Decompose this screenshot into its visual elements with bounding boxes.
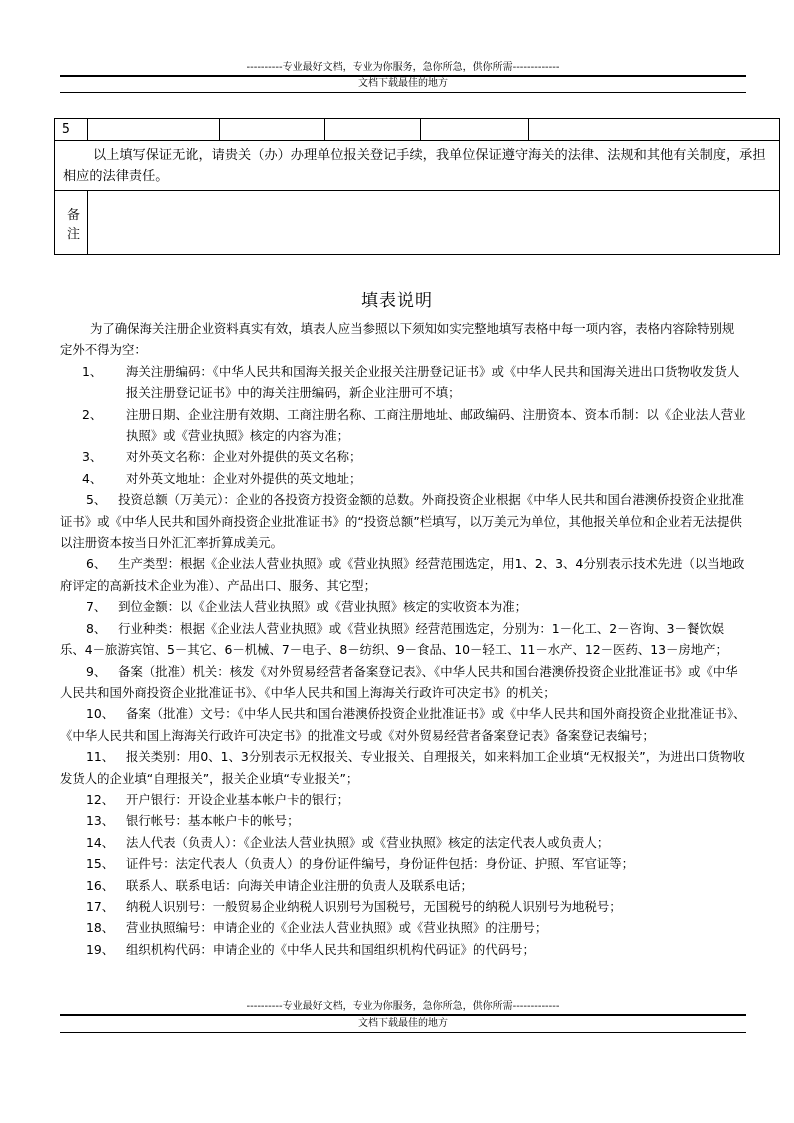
row-number: 5 — [55, 119, 88, 141]
item-text: 备案（批准）机关：核发《对外贸易经营者备案登记表》、《中华人民共和国台港澳侨投资企业批准证书》或《中华人民共和国外商投资企业批准证书》、《中华人民共和国上海海关行政许可决定书》的机关； — [60, 663, 738, 700]
item-text: 组织机构代码：申请企业的《中华人民共和国组织机构代码证》的代码号； — [126, 941, 535, 957]
list-item — [60, 875, 746, 896]
table-cell[interactable] — [88, 119, 220, 141]
guarantee-statement — [55, 141, 780, 191]
instructions-title: 填表说明 — [361, 291, 433, 311]
item-number: 5、 — [86, 492, 107, 508]
item-number: 16、 — [86, 877, 115, 893]
list-item — [60, 853, 746, 874]
item-number: 2、 — [82, 406, 103, 422]
item-text: 海关注册编码：《中华人民共和国海关报关企业报关注册登记证书》或《中华人民共和国海关进出口货物收发货人报关注册登记证书》中的海关注册编码，新企业注册可不填； — [126, 363, 740, 401]
item-number: 8、 — [86, 620, 107, 636]
footer-rule-thick — [60, 1014, 746, 1016]
item-text: 投资总额（万美元）：企业的各投资方投资金额的总数。外商投资企业根据《中华人民共和国台港澳侨投资企业批准证书》或《中华人民共和国外商投资企业批准证书》的“投资总额”栏填写，以万美元为单位，其他报关单位和企业若无法提供以注册资本按当日外汇汇率折算成美元。 — [60, 492, 744, 551]
item-text: 纳税人识别号：一般贸易企业纳税人识别号为国税号，无国税号的纳税人识别号为地税号； — [126, 898, 622, 914]
item-number: 14、 — [86, 834, 115, 850]
item-text: 营业执照编号：申请企业的《企业法人营业执照》或《营业执照》的注册号； — [126, 920, 548, 936]
item-text: 银行帐号：基本帐户卡的帐号； — [126, 813, 300, 829]
item-text: 对外英文地址：企业对外提供的英文地址； — [126, 470, 362, 486]
item-number: 18、 — [86, 920, 115, 936]
item-text: 报关类别：用0、1、3分别表示无权报关、专业报关、自理报关，如来料加工企业填“无权报关”，为进出口货物收发货人的企业填“自理报关”，报关企业填“专业报关”； — [60, 749, 745, 786]
remark-field[interactable] — [88, 191, 780, 255]
item-number: 19、 — [86, 941, 115, 957]
item-number: 12、 — [86, 791, 115, 807]
item-number: 7、 — [86, 599, 107, 615]
list-item — [60, 361, 746, 404]
list-item — [60, 446, 746, 467]
header-slogan: ----------专业最好文档，专业为你服务，急你所急，供你所需------------- — [246, 62, 560, 73]
item-text: 到位金额：以《企业法人营业执照》或《营业执照》核定的实收资本为准； — [118, 599, 527, 615]
list-item — [60, 939, 746, 960]
item-text: 证件号：法定代表人（负责人）的身份证件编号，身份证件包括：身份证、护照、军官证等； — [126, 856, 635, 872]
list-item — [60, 618, 746, 661]
footer-rule-thin — [60, 1032, 746, 1033]
item-text: 开户银行：开设企业基本帐户卡的银行； — [126, 791, 350, 807]
item-text: 备案（批准）文号：《中华人民共和国台港澳侨投资企业批准证书》或《中华人民共和国外商投资企业批准证书》、《中华人民共和国上海海关行政许可决定书》的批准文号或《对外贸易经营者备案登记表》备案登记表编号； — [60, 706, 746, 743]
remark-row — [55, 191, 780, 255]
item-number: 13、 — [86, 813, 115, 829]
table-cell[interactable] — [220, 119, 325, 141]
list-item — [60, 832, 746, 853]
footer-slogan: ----------专业最好文档，专业为你服务，急你所急，供你所需------------- — [246, 1001, 560, 1012]
list-item — [60, 896, 746, 917]
remark-label: 备 注 — [55, 191, 88, 255]
item-number: 3、 — [82, 449, 103, 465]
item-number: 1、 — [82, 363, 103, 379]
list-item — [60, 703, 746, 746]
item-text: 注册日期、企业注册有效期、工商注册名称、工商注册地址、邮政编码、注册资本、资本币制：以《企业法人营业执照》或《营业执照》核定的内容为准； — [126, 406, 746, 444]
item-text: 生产类型：根据《企业法人营业执照》或《营业执照》经营范围选定，用1、2、3、4分别表示技术先进（以当地政府评定的高新技术企业为准）、产品出口、服务、其它型； — [60, 556, 745, 593]
header-rule-thin — [60, 92, 746, 93]
item-text: 行业种类：根据《企业法人营业执照》或《营业执照》经营范围选定，分别为：1－化工、2－咨询、3－餐饮娱乐、4－旅游宾馆、5－其它、6－机械、7－电子、8－纺织、9－食品、10－轻工、11－水产、12－医药、13－房地产； — [60, 620, 728, 658]
list-item — [60, 489, 746, 553]
item-text: 联系人、联系电话：向海关申请企业注册的负责人及联系电话； — [126, 877, 473, 893]
item-number: 11、 — [86, 749, 115, 765]
item-number: 15、 — [86, 856, 115, 872]
item-number: 4、 — [82, 470, 103, 486]
list-item — [60, 404, 746, 447]
list-item — [60, 789, 746, 810]
table-cell[interactable] — [421, 119, 529, 141]
table-cell[interactable] — [325, 119, 421, 141]
guarantee-text: 以上填写保证无讹，请贵关（办）办理单位报关登记手续，我单位保证遵守海关的法律、法规和其他有关制度，承担相应的法律责任。 — [63, 147, 766, 184]
guarantee-row — [55, 141, 780, 191]
item-number: 10、 — [86, 706, 115, 722]
list-item — [60, 746, 746, 789]
registration-form-table — [54, 118, 780, 255]
list-item — [60, 596, 746, 617]
table-row — [55, 119, 780, 141]
table-cell[interactable] — [529, 119, 780, 141]
list-item — [60, 917, 746, 938]
item-text: 对外英文名称：企业对外提供的英文名称； — [126, 449, 362, 465]
list-item — [60, 810, 746, 831]
item-number: 17、 — [86, 898, 115, 914]
item-number: 6、 — [86, 556, 107, 572]
footer-site: 文档下载最佳的地方 — [358, 1018, 448, 1029]
item-number: 9、 — [86, 663, 107, 679]
instructions-body — [60, 318, 746, 960]
header-site: 文档下载最佳的地方 — [358, 78, 448, 89]
list-item — [60, 468, 746, 489]
instructions-intro: 为了确保海关注册企业资料真实有效，填表人应当参照以下须知如实完整地填写表格中每一项内容，表格内容除特别规定外不得为空： — [60, 321, 735, 358]
list-item — [60, 553, 746, 596]
list-item — [60, 661, 746, 704]
item-text: 法人代表（负责人）：《企业法人营业执照》或《营业执照》核定的法定代表人或负责人； — [126, 834, 610, 850]
